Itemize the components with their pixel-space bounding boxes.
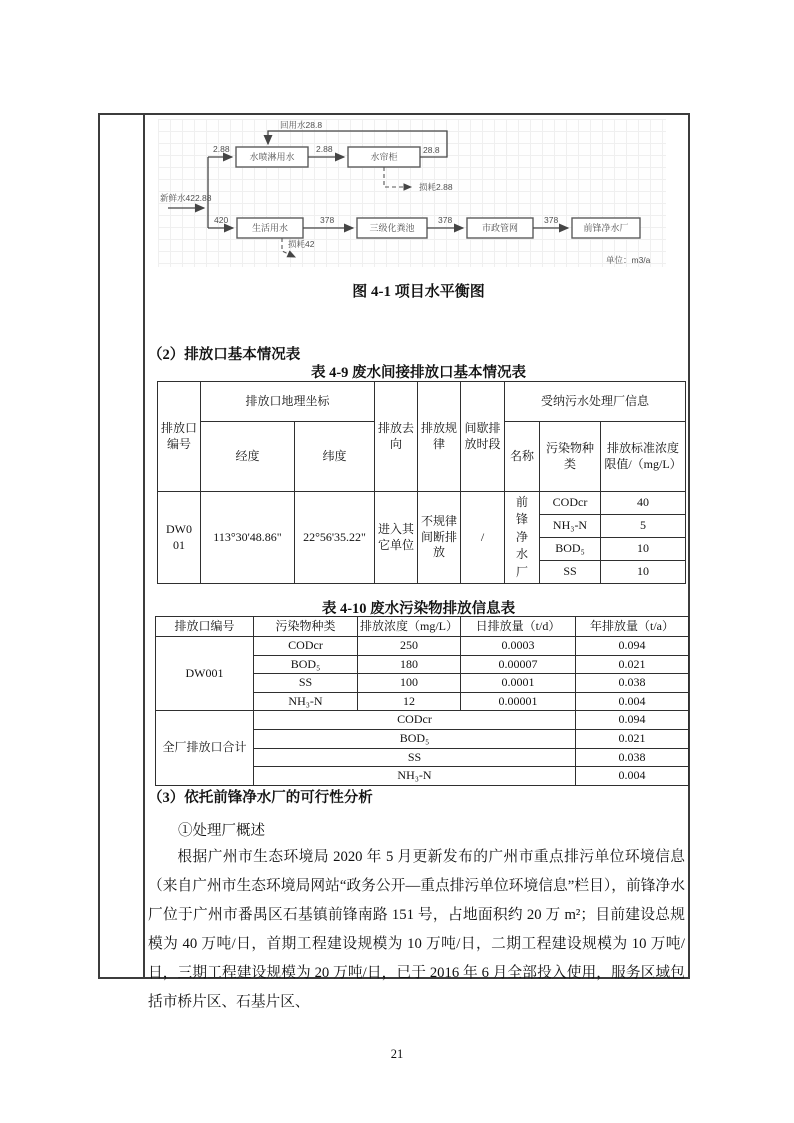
cell-daily: 0.00001 bbox=[461, 692, 576, 711]
cell-concentration: 250 bbox=[358, 637, 461, 656]
flow-to-domestic-label: 420 bbox=[214, 215, 229, 225]
cell-concentration: 12 bbox=[358, 692, 461, 711]
cell-concentration: 180 bbox=[358, 655, 461, 674]
plant-name-text: 前锋净水厂 bbox=[516, 495, 529, 579]
cell-total-annual: 0.094 bbox=[576, 711, 689, 730]
cell-pollutant-limit: 5 bbox=[601, 515, 686, 538]
col-header-geo: 排放口地理坐标 bbox=[201, 382, 375, 422]
page-number: 21 bbox=[390, 1047, 404, 1061]
cell-daily: 0.0001 bbox=[461, 674, 576, 693]
cell-pollutant-name: BOD₅ bbox=[540, 538, 601, 561]
cell-pollutant: SS bbox=[254, 674, 358, 693]
col-header-concentration: 排放浓度（mg/L） bbox=[358, 617, 461, 637]
cell-destination: 进入其它单位 bbox=[375, 492, 418, 584]
cell-longitude: 113°30'48.86" bbox=[201, 492, 295, 584]
col-header-limit: 排放标准浓度限值/（mg/L） bbox=[601, 422, 686, 492]
septic-to-municipal-label: 378 bbox=[438, 215, 453, 225]
municipal-network-box-label: 市政管网 bbox=[481, 223, 519, 233]
form-left-column bbox=[100, 115, 145, 977]
cell-pollutant: BOD₅ bbox=[254, 655, 358, 674]
col-header-daily: 日排放量（t/d） bbox=[461, 617, 576, 637]
cell-pattern: 不规律间断排放 bbox=[418, 492, 461, 584]
table-header-row bbox=[156, 617, 689, 637]
cell-daily: 0.0003 bbox=[461, 637, 576, 656]
cell-pollutant: CODcr bbox=[254, 637, 358, 656]
col-header-destination: 排放去向 bbox=[375, 382, 418, 492]
domestic-to-septic-label: 378 bbox=[320, 215, 335, 225]
section-3-heading: （3）依托前锋净水厂的可行性分析 bbox=[148, 790, 373, 806]
cell-intermittent: / bbox=[461, 492, 505, 584]
col-header-plant-info: 受纳污水处理厂信息 bbox=[505, 382, 686, 422]
cell-total-label: 全厂排放口合计 bbox=[156, 711, 254, 785]
cell-annual: 0.021 bbox=[576, 655, 689, 674]
cell-pollutant-name: CODcr bbox=[540, 492, 601, 515]
cell-outlet-id bbox=[158, 492, 201, 584]
table-4-9 bbox=[157, 381, 686, 584]
table-row bbox=[158, 492, 686, 515]
cell-pollutant-limit: 40 bbox=[601, 492, 686, 515]
col-header-pollutant-type: 污染物种类 bbox=[540, 422, 601, 492]
cell-pollutant-name: NH₃-N bbox=[540, 515, 601, 538]
treatment-plant-box-label: 前锋净水厂 bbox=[583, 223, 629, 233]
col-header-latitude: 纬度 bbox=[295, 422, 375, 492]
flow-diagram-canvas bbox=[158, 119, 666, 267]
col-header-pattern: 排放规律 bbox=[418, 382, 461, 492]
domestic-water-box-label: 生活用水 bbox=[251, 223, 289, 233]
col-header-outlet-id: 排放口编号 bbox=[156, 617, 254, 637]
fresh-water-label: 新鲜水422.88 bbox=[160, 193, 212, 203]
cell-total-annual: 0.021 bbox=[576, 729, 689, 748]
cell-total-pollutant: BOD₅ bbox=[254, 729, 576, 748]
septic-tank-box-label: 三级化粪池 bbox=[369, 223, 415, 233]
table-row bbox=[156, 637, 689, 656]
outlet-id-text: DW001 bbox=[166, 521, 192, 552]
cell-plant-name bbox=[505, 492, 540, 584]
col-header-annual: 年排放量（t/a） bbox=[576, 617, 689, 637]
water-balance-diagram bbox=[158, 119, 666, 267]
spray-to-curtain-label: 2.88 bbox=[316, 144, 333, 154]
col-header-pollutant: 污染物种类 bbox=[254, 617, 358, 637]
cell-annual: 0.038 bbox=[576, 674, 689, 693]
table-4-9-title: 表 4-9 废水间接排放口基本情况表 bbox=[310, 365, 527, 381]
cell-annual: 0.094 bbox=[576, 637, 689, 656]
cell-total-pollutant: CODcr bbox=[254, 711, 576, 730]
cell-total-pollutant: NH₃-N bbox=[254, 767, 576, 786]
cell-total-annual: 0.004 bbox=[576, 767, 689, 786]
cell-total-pollutant: SS bbox=[254, 748, 576, 767]
cell-pollutant-limit: 10 bbox=[601, 538, 686, 561]
cell-total-annual: 0.038 bbox=[576, 748, 689, 767]
cell-pollutant: NH₃-N bbox=[254, 692, 358, 711]
section-3-paragraph: 根据广州市生态环境局 2020 年 5 月更新发布的广州市重点排污单位环境信息（来自广州市生态环境局网站“政务公开—重点排污单位环境信息”栏目），前锋净水厂位于广州市番禺区石基镇前锋南路 151 号，占地面积约 20 万 m²；目前建设总规模为 40 万吨/日，首期工程建设规模为 10 万吨/日，二期工程建设规模为 10 万吨/日，三期工程建设规模为 20 万吨/日，已于 2016 年 6 月全部投入使用，服务区域包括市桥片区、石基片区、 bbox=[148, 849, 685, 1010]
unit-label: 单位：m3/a bbox=[606, 255, 651, 265]
col-header-outlet-id: 排放口编号 bbox=[158, 382, 201, 492]
col-header-intermittent: 间歇排放时段 bbox=[461, 382, 505, 492]
cell-annual: 0.004 bbox=[576, 692, 689, 711]
figure-caption: 图 4-1 项目水平衡图 bbox=[352, 284, 485, 300]
section-2-heading: （2）排放口基本情况表 bbox=[148, 347, 301, 363]
table-4-10 bbox=[155, 616, 689, 786]
flow-to-spray-label: 2.88 bbox=[213, 144, 230, 154]
cell-pollutant-limit: 10 bbox=[601, 561, 686, 584]
spray-water-box-label: 水喷淋用水 bbox=[249, 152, 295, 162]
curtain-loss-line bbox=[384, 167, 411, 187]
col-header-plant-name: 名称 bbox=[505, 422, 540, 492]
municipal-to-plant-label: 378 bbox=[544, 215, 559, 225]
recycle-water-label: 回用水28.8 bbox=[280, 120, 323, 130]
cell-latitude: 22°56'35.22" bbox=[295, 492, 375, 584]
table-row bbox=[156, 711, 689, 730]
domestic-loss-label: 损耗42 bbox=[288, 239, 315, 249]
cell-concentration: 100 bbox=[358, 674, 461, 693]
table-4-10-title: 表 4-10 废水污染物排放信息表 bbox=[321, 601, 516, 617]
col-header-longitude: 经度 bbox=[201, 422, 295, 492]
curtain-return-label: 28.8 bbox=[423, 145, 440, 155]
cell-pollutant-name: SS bbox=[540, 561, 601, 584]
curtain-box-label: 水帘柜 bbox=[370, 152, 398, 162]
cell-outlet-label: DW001 bbox=[156, 637, 254, 711]
section-3-subheading: ①处理厂概述 bbox=[178, 823, 265, 839]
cell-daily: 0.00007 bbox=[461, 655, 576, 674]
curtain-loss-label: 损耗2.88 bbox=[419, 182, 453, 192]
